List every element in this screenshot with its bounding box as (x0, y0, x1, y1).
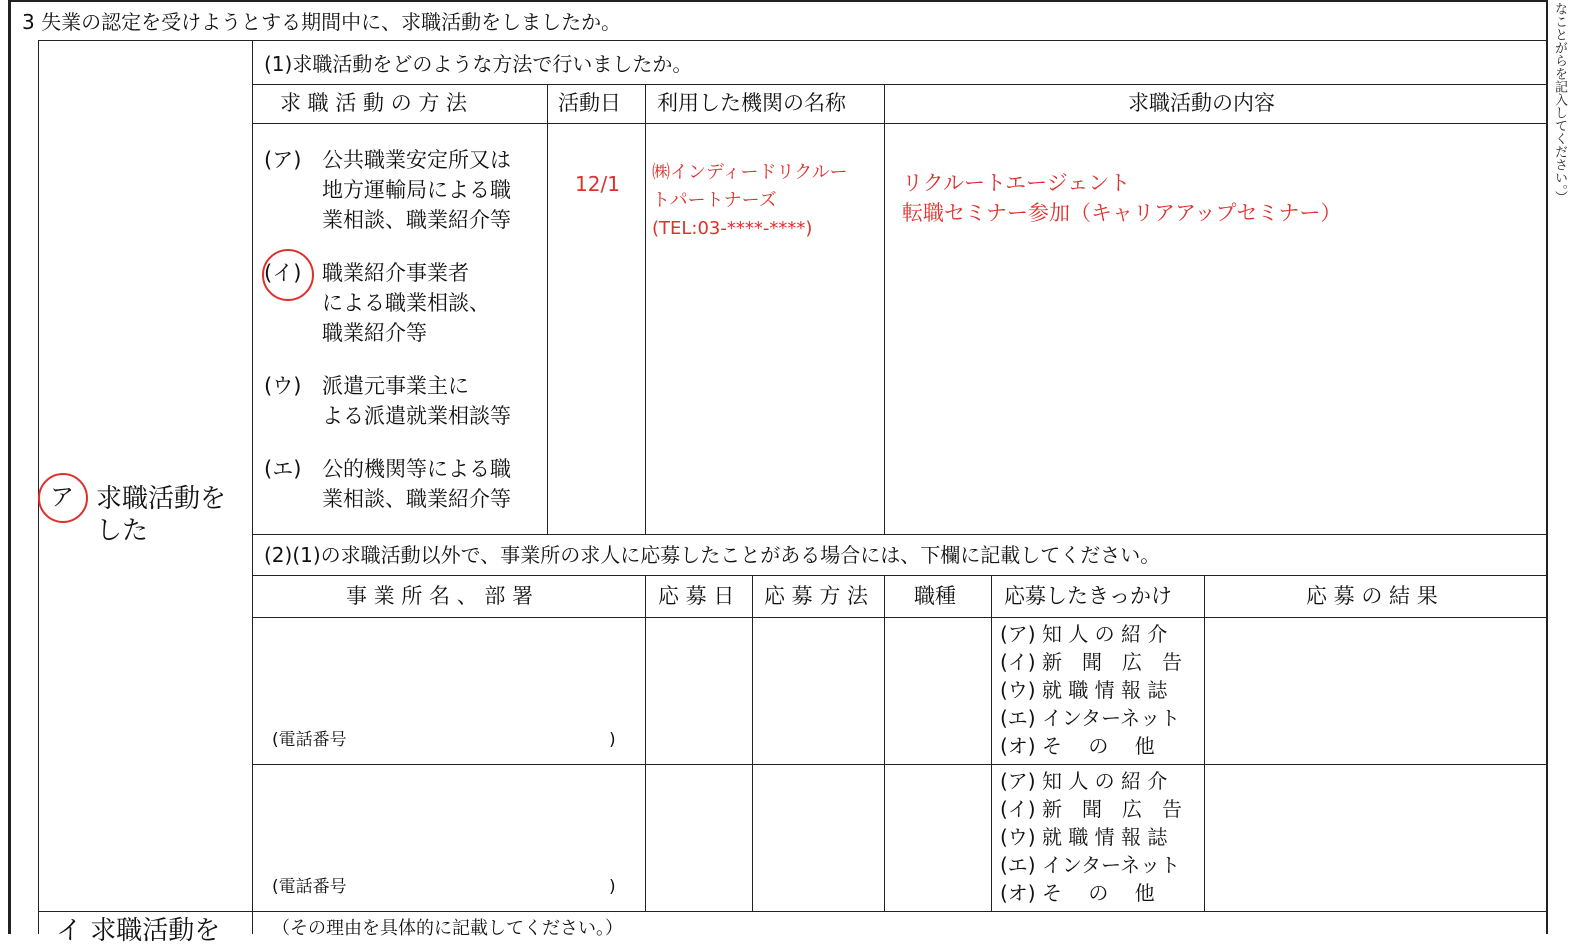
option-b-label[interactable]: イ 求職活動を (56, 916, 221, 946)
trigger-option[interactable]: (ウ) 就 職 情 報 誌 (1000, 678, 1168, 702)
header-agency: 利用した機関の名称 (657, 91, 846, 115)
trigger-option[interactable]: (エ) インターネット (1000, 853, 1181, 877)
header-apply-date: 応 募 日 (658, 584, 735, 608)
trigger-option[interactable]: (ウ) 就 職 情 報 誌 (1000, 825, 1168, 849)
option-b-reason: （その理由を具体的に記載してください。） (272, 918, 623, 939)
header-trigger: 応募したきっかけ (1004, 584, 1172, 608)
section1-question: (1)求職活動をどのような方法で行いましたか。 (264, 52, 693, 76)
header-date: 活動日 (558, 91, 621, 115)
option-a-mark[interactable]: ア (50, 483, 74, 511)
phone-close: ) (609, 877, 616, 897)
option-a-label: 求職活動を (96, 484, 227, 514)
trigger-option[interactable]: (イ) 新 聞 広 告 (1000, 650, 1182, 674)
trigger-option[interactable]: (ア) 知 人 の 紹 介 (1000, 769, 1168, 793)
phone-close: ) (609, 730, 616, 750)
trigger-option[interactable]: (オ) そ の 他 (1000, 734, 1155, 758)
question-3-header: 3 失業の認定を受けようとする期間中に、求職活動をしましたか。 (22, 10, 622, 34)
phone-label: (電話番号 (272, 730, 347, 750)
section2-question: (2)(1)の求職活動以外で、事業所の求人に応募したことがある場合には、下欄に記載してください。 (264, 543, 1161, 567)
option-a-label-2: した (96, 516, 149, 546)
header-apply-method: 応 募 方 法 (764, 584, 869, 608)
trigger-option[interactable]: (イ) 新 聞 広 告 (1000, 797, 1182, 821)
trigger-option[interactable]: (オ) そ の 他 (1000, 881, 1155, 905)
header-result: 応 募 の 結 果 (1306, 584, 1438, 608)
header-method: 求 職 活 動 の 方 法 (280, 91, 468, 115)
header-content: 求職活動の内容 (1128, 91, 1275, 115)
activity-date[interactable]: 12/1 (575, 172, 620, 196)
header-job: 職種 (914, 584, 956, 608)
trigger-option[interactable]: (ア) 知 人 の 紹 介 (1000, 622, 1168, 646)
side-note: なことがらを記入してください。） (1552, 2, 1567, 204)
header-company: 事 業 所 名 、 部 署 (346, 584, 534, 608)
trigger-option[interactable]: (エ) インターネット (1000, 706, 1181, 730)
phone-label: (電話番号 (272, 877, 347, 897)
